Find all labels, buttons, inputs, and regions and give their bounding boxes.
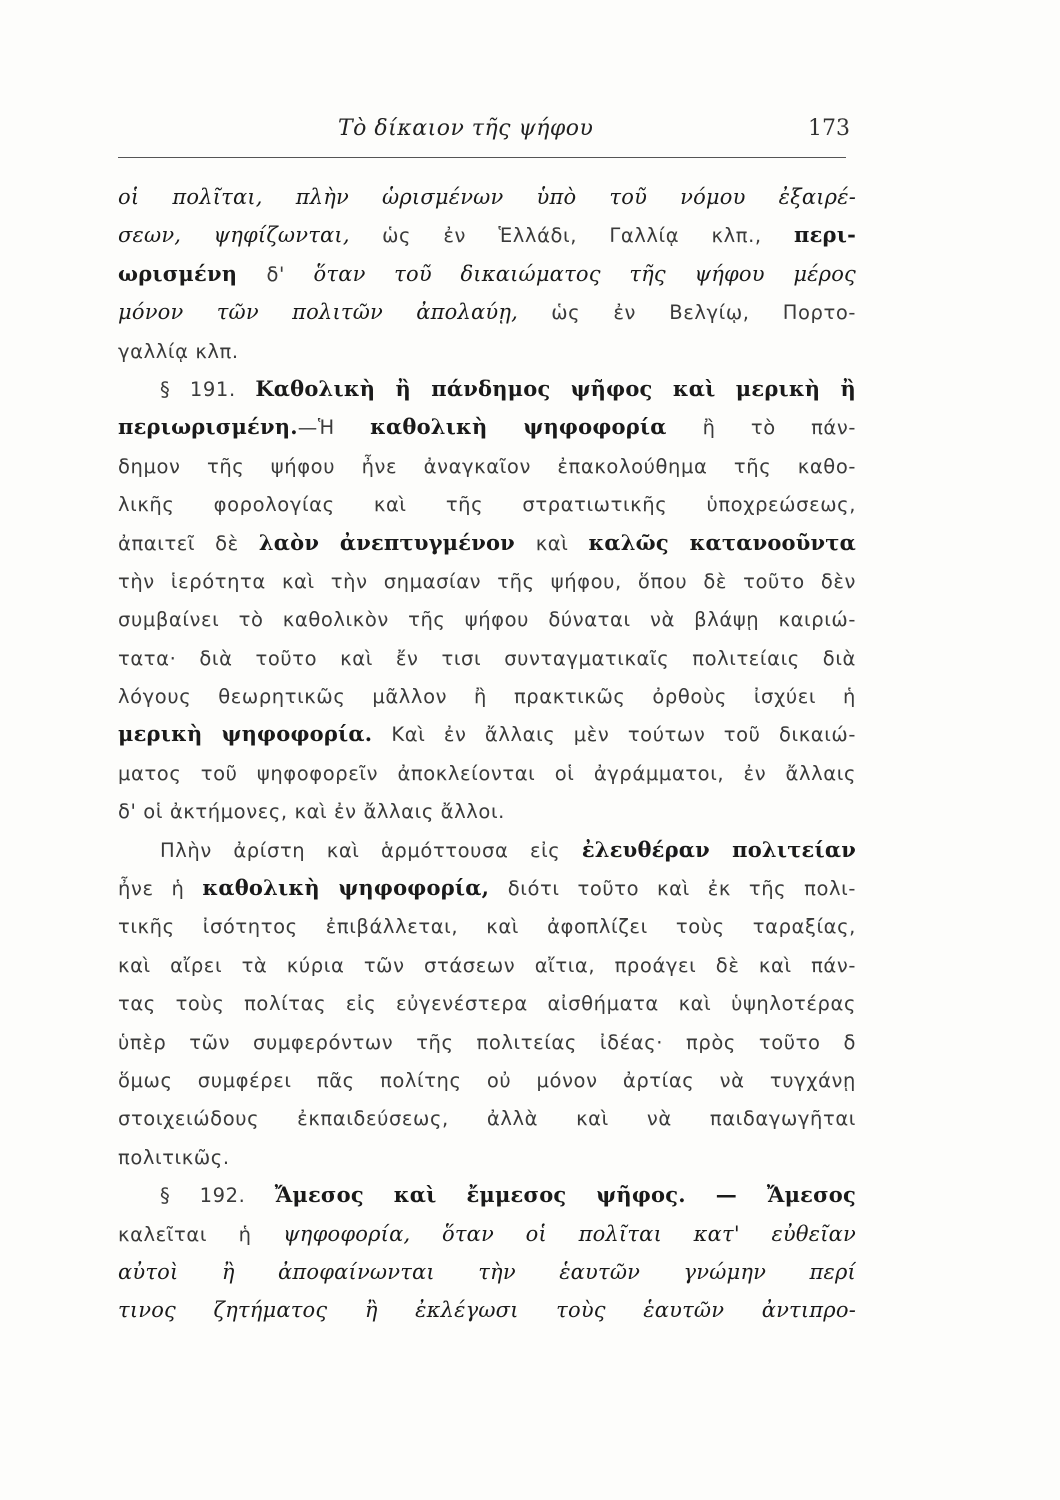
text-segment: διότι τοῦτο καὶ ἐκ τῆς πολι-	[507, 877, 856, 901]
text-segment: τας τοὺς πολίτας εἰς εὐγενέστερα αἰσθήματα καὶ ὑψηλοτέρας	[118, 992, 856, 1016]
text-line	[118, 677, 856, 715]
text-segment: συμβαίνει τὸ καθολικὸν τῆς ψήφου δύναται νὰ βλάψῃ καιριώ-	[118, 608, 856, 632]
text-segment: γαλλίᾳ κλπ.	[118, 339, 239, 363]
text-line	[118, 408, 856, 446]
text-segment: καὶ	[535, 531, 589, 555]
running-title: Τὸ δίκαιον τῆς ψήφου	[338, 116, 594, 141]
text-segment: Καὶ ἐν ἄλλαις μὲν τούτων τοῦ δικαιώ-	[391, 723, 856, 747]
text-segment: ὡς ἐν Ἑλλάδι, Γαλλίᾳ κλπ.,	[382, 224, 794, 248]
text-segment: ὅταν τοῦ δικαιώματος τῆς ψήφου μέρος	[313, 261, 856, 286]
text-line	[118, 1138, 856, 1176]
text-segment: λικῆς φορολογίας καὶ τῆς στρατιωτικῆς ὑποχρεώσεως,	[118, 493, 856, 517]
text-line	[118, 639, 856, 677]
text-segment: δ' οἱ ἀκτήμονες, καὶ ἐν ἄλλαις ἄλλοι.	[118, 800, 505, 824]
text-segment: καθολικὴ ψηφοφορία	[370, 414, 703, 440]
text-segment: στοιχειώδους ἐκπαιδεύσεως, ἀλλὰ καὶ νὰ παιδαγωγῆται	[118, 1107, 856, 1131]
text-segment: ωρισμένη	[118, 260, 267, 286]
text-segment: αὐτοὶ ἢ ἀποφαίνωνται τὴν ἑαυτῶν γνώμην περί	[118, 1259, 856, 1284]
text-segment: ἢ τὸ πάν-	[702, 416, 856, 440]
text-line	[118, 1023, 856, 1061]
text-line	[118, 1176, 856, 1214]
text-segment: πολιτικῶς.	[118, 1145, 230, 1169]
text-line	[118, 178, 856, 216]
text-segment: λόγους θεωρητικῶς μᾶλλον ἢ πρακτικῶς ὀρθοὺς ἰσχύει ἡ	[118, 685, 856, 709]
text-line	[118, 792, 856, 830]
text-line	[118, 524, 856, 562]
text-segment: ματος τοῦ ψηφοφορεῖν ἀποκλείονται οἱ ἀγράμματοι, ἐν ἄλλαις	[118, 761, 856, 785]
text-segment: τατα· διὰ τοῦτο καὶ ἔν τισι συνταγματικαῖς πολιτείαις διὰ	[118, 646, 856, 670]
text-segment: καὶ αἴρει τὰ κύρια τῶν στάσεων αἴτια, προάγει δὲ καὶ πάν-	[118, 953, 856, 977]
text-segment: ὑπὲρ τῶν συμφερόντων τῆς πολιτείας ἰδέας· πρὸς τοῦτο δ	[118, 1030, 856, 1054]
text-segment: τινος ζητήματος ἢ ἐκλέγωσι τοὺς ἑαυτῶν ἀντιπρο-	[118, 1298, 856, 1323]
text-line	[118, 1099, 856, 1137]
text-segment: περιωρισμένη.	[118, 414, 298, 440]
text-segment: καθολικὴ ψηφοφορία,	[202, 875, 508, 901]
text-segment: οἱ πολῖται, πλὴν ὡρισμένων ὑπὸ τοῦ νόμου ἐξαιρέ-	[118, 185, 856, 209]
text-line	[118, 293, 856, 331]
page-number: 173	[808, 116, 850, 141]
text-line	[118, 907, 856, 945]
text-segment: λαὸν ἀνεπτυγμένον	[258, 529, 536, 555]
text-line	[118, 485, 856, 523]
text-segment: ὡς ἐν Βελγίῳ, Πορτο-	[551, 301, 856, 325]
text-segment: δημον τῆς ψήφου ἦνε ἀναγκαῖον ἐπακολούθημα τῆς καθο-	[118, 454, 856, 478]
text-line	[118, 1061, 856, 1099]
text-segment: μόνον τῶν πολιτῶν ἀπολαύῃ,	[118, 300, 552, 325]
text-line	[118, 332, 856, 370]
text-line	[118, 984, 856, 1022]
text-line	[118, 831, 856, 869]
text-segment: Ἄμεσος καὶ ἔμμεσος ψῆφος. — Ἄμεσος	[274, 1182, 856, 1208]
text-line	[118, 600, 856, 638]
text-segment: περι-	[794, 222, 856, 248]
text-line	[118, 1253, 856, 1291]
text-segment: δ'	[266, 262, 314, 286]
text-segment: § 191.	[160, 377, 256, 401]
text-segment: σεων, ψηφίζωνται,	[118, 223, 383, 248]
text-line	[118, 447, 856, 485]
text-line	[118, 562, 856, 600]
text-line	[118, 1215, 856, 1253]
text-segment: ἐλευθέραν πολιτείαν	[581, 836, 856, 862]
text-segment: τὴν ἱερότητα καὶ τὴν σημασίαν τῆς ψήφου, ὅπου δὲ τοῦτο δὲν	[118, 569, 856, 593]
text-segment: τικῆς ἰσότητος ἐπιβάλλεται, καὶ ἀφοπλίζει τοὺς ταραξίας,	[118, 915, 856, 939]
text-segment: καλῶς κατανοοῦντα	[588, 529, 856, 555]
text-line	[118, 1291, 856, 1329]
text-line	[118, 754, 856, 792]
text-segment: § 192.	[160, 1184, 275, 1208]
text-line	[118, 946, 856, 984]
text-segment: ἦνε ἡ	[118, 877, 203, 901]
running-head	[118, 110, 850, 150]
body-text	[118, 178, 856, 1330]
text-line	[118, 255, 856, 293]
text-segment: ὅμως συμφέρει πᾶς πολίτης οὐ μόνον ἀρτίας νὰ τυγχάνῃ	[118, 1068, 856, 1092]
text-line	[118, 715, 856, 753]
text-segment: ἀπαιτεῖ δὲ	[118, 531, 259, 555]
text-segment: —Ἡ	[297, 416, 371, 440]
text-segment: καλεῖται ἡ	[118, 1222, 284, 1246]
text-segment: Πλὴν ἀρίστη καὶ ἁρμόττουσα εἰς	[160, 838, 582, 862]
header-rule	[118, 157, 846, 158]
text-segment: Καθολικὴ ἢ πάνδημος ψῆφος καὶ μερικὴ ἢ	[255, 375, 856, 401]
text-line	[118, 216, 856, 254]
text-segment: ψηφοφορία, ὅταν οἱ πολῖται κατ' εὐθεῖαν	[283, 1221, 856, 1246]
text-segment: μερικὴ ψηφοφορία.	[118, 721, 392, 747]
text-line	[118, 370, 856, 408]
text-line	[118, 869, 856, 907]
